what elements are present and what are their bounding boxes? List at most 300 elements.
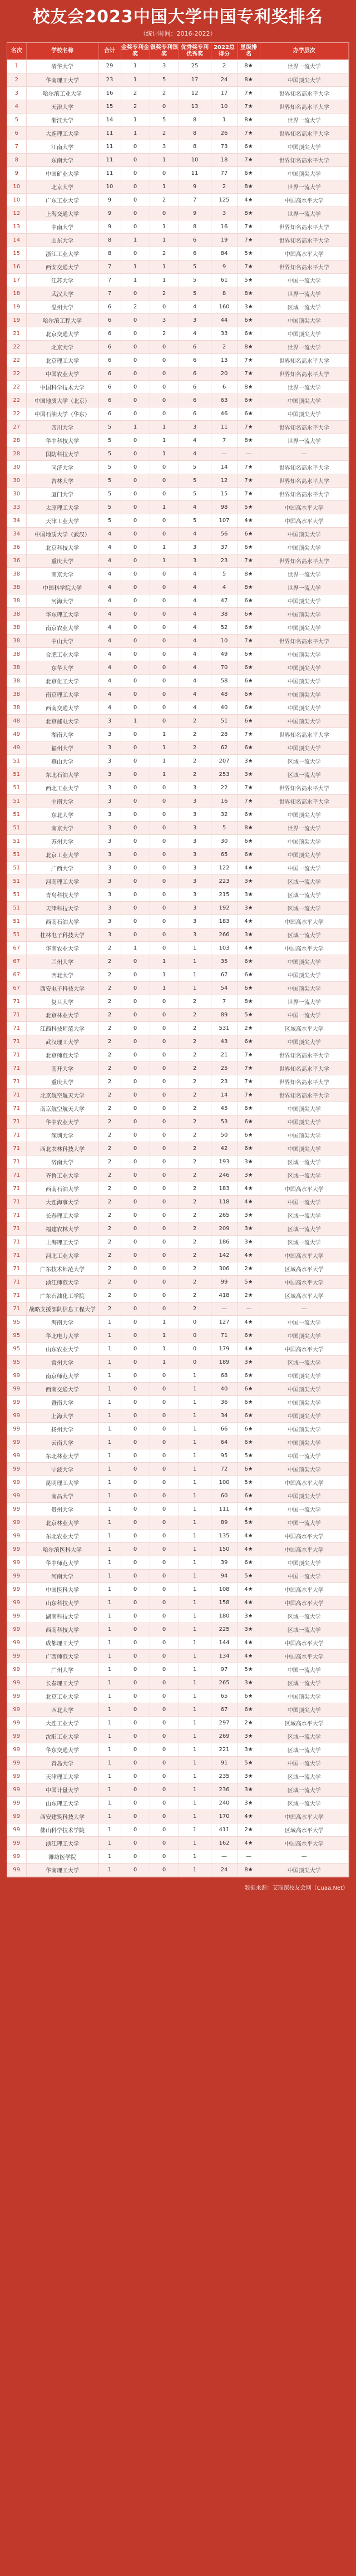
column-header: 名次 [7,43,26,60]
star-cell: 7★ [238,781,260,794]
gold-cell: 0 [121,1663,150,1676]
gold-cell: 0 [121,1649,150,1663]
excellent-cell: 2 [179,1289,211,1302]
total-cell: 1 [98,1716,121,1729]
gold-cell: 0 [121,1369,150,1382]
level-cell: 中国一流大学 [260,273,349,287]
score-cell: 215 [211,888,238,901]
rank-cell: 36 [7,554,26,567]
excellent-cell: 3 [179,821,211,834]
star-cell: 6★ [238,848,260,861]
school-name-cell: 南京航空航天大学 [26,1102,98,1115]
school-name-cell: 西北工业大学 [26,781,98,794]
star-cell: 7★ [238,1075,260,1088]
level-cell: 世界知名高水平大学 [260,220,349,233]
star-cell: 8★ [238,434,260,447]
school-name-cell: 云南大学 [26,1436,98,1449]
level-cell: 中国一流大学 [260,1008,349,1021]
silver-cell: 0 [150,674,179,687]
gold-cell: 0 [121,1582,150,1596]
school-name-cell: 福州大学 [26,741,98,754]
school-name-cell: 中山大学 [26,634,98,647]
gold-cell: 0 [121,1556,150,1569]
school-name-cell: 青岛大学 [26,1756,98,1769]
table-row [7,1048,349,1061]
rank-cell: 34 [7,514,26,527]
silver-cell: 1 [150,540,179,554]
rank-cell: 71 [7,1048,26,1061]
excellent-cell: 1 [179,1462,211,1476]
silver-cell: 0 [150,1128,179,1142]
school-name-cell: 中国地质大学（武汉） [26,527,98,540]
excellent-cell: 3 [179,848,211,861]
total-cell: 4 [98,701,121,714]
score-cell: 53 [211,1115,238,1128]
excellent-cell: 1 [179,1596,211,1609]
total-cell: 1 [98,1756,121,1769]
school-name-cell: 太原理工大学 [26,500,98,514]
star-cell: 3★ [238,1769,260,1783]
level-cell: 世界知名高水平大学 [260,153,349,166]
rank-cell: 99 [7,1743,26,1756]
table-row [7,1222,349,1235]
silver-cell: 0 [150,1703,179,1716]
excellent-cell: 3 [179,808,211,821]
excellent-cell: 2 [179,1168,211,1182]
score-cell: 266 [211,928,238,941]
school-name-cell: 南昌大学 [26,1489,98,1502]
gold-cell: 0 [121,1769,150,1783]
total-cell: 1 [98,1422,121,1436]
excellent-cell: 4 [179,661,211,674]
school-name-cell: 齐鲁工业大学 [26,1168,98,1182]
excellent-cell: 1 [179,1556,211,1569]
total-cell: 6 [98,327,121,340]
score-cell: 58 [211,674,238,687]
school-name-cell: 深圳大学 [26,1128,98,1142]
table-row [7,1502,349,1516]
score-cell: 61 [211,273,238,287]
level-cell: 中国顶尖大学 [260,1382,349,1395]
total-cell: 1 [98,1663,121,1676]
table-row [7,821,349,834]
star-cell: 6★ [238,1369,260,1382]
excellent-cell: 2 [179,1195,211,1208]
level-cell: 中国顶尖大学 [260,687,349,701]
school-name-cell: 武汉大学 [26,287,98,300]
table-row [7,554,349,567]
rank-cell: 99 [7,1516,26,1529]
level-cell: 中国高水平大学 [260,247,349,260]
rank-cell: 95 [7,1355,26,1369]
gold-cell: 0 [121,1155,150,1168]
excellent-cell: 3 [179,554,211,567]
score-cell: 70 [211,661,238,674]
star-cell: 5★ [238,1476,260,1489]
total-cell: 1 [98,1529,121,1542]
table-row [7,1035,349,1048]
silver-cell: 0 [150,1248,179,1262]
table-row [7,460,349,474]
silver-cell: 2 [150,287,179,300]
table-row [7,1008,349,1021]
excellent-cell: 2 [179,1142,211,1155]
silver-cell: 0 [150,1663,179,1676]
school-name-cell: 浙江工业大学 [26,247,98,260]
gold-cell: 0 [121,166,150,180]
silver-cell: 0 [150,928,179,941]
gold-cell: 0 [121,1476,150,1489]
gold-cell: 0 [121,394,150,407]
table-row [7,380,349,394]
rank-cell: 99 [7,1810,26,1823]
rank-cell: 71 [7,1155,26,1168]
star-cell: 6★ [238,1035,260,1048]
total-cell: 2 [98,1289,121,1302]
score-cell: 180 [211,1609,238,1623]
table-row [7,834,349,848]
excellent-cell: 3 [179,313,211,327]
level-cell: 区域一流大学 [260,1769,349,1783]
score-cell: 1 [211,113,238,126]
gold-cell: 0 [121,1395,150,1409]
score-cell: 38 [211,607,238,621]
silver-cell: 0 [150,1729,179,1743]
level-cell: 中国顶尖大学 [260,701,349,714]
total-cell: 1 [98,1502,121,1516]
gold-cell: 0 [121,474,150,487]
rank-cell: 71 [7,1035,26,1048]
silver-cell: 0 [150,1676,179,1689]
star-cell: 5★ [238,1516,260,1529]
score-cell: 125 [211,193,238,207]
gold-cell: 0 [121,928,150,941]
total-cell: 1 [98,1769,121,1783]
silver-cell: 0 [150,1021,179,1035]
score-cell: 50 [211,1128,238,1142]
score-cell: 223 [211,874,238,888]
level-cell: 中国顶尖大学 [260,1462,349,1476]
table-row [7,674,349,687]
rank-cell: 71 [7,1195,26,1208]
silver-cell: 0 [150,407,179,420]
level-cell: 世界一流大学 [260,821,349,834]
total-cell: 2 [98,1075,121,1088]
school-name-cell: 重庆大学 [26,554,98,567]
excellent-cell: 13 [179,100,211,113]
school-name-cell: 哈尔滨工程大学 [26,313,98,327]
gold-cell: 0 [121,1436,150,1449]
score-cell: 54 [211,981,238,995]
school-name-cell: 中国农业大学 [26,367,98,380]
excellent-cell: 1 [179,981,211,995]
column-header: 金奖专利金奖 [121,43,150,60]
total-cell: 3 [98,861,121,874]
table-row [7,941,349,955]
total-cell: 9 [98,193,121,207]
ranking-table-container [7,42,349,1877]
total-cell: 1 [98,1409,121,1422]
school-name-cell: 北京交通大学 [26,327,98,340]
excellent-cell: 1 [179,1623,211,1636]
silver-cell: 1 [150,955,179,968]
excellent-cell: 3 [179,794,211,808]
excellent-cell: 2 [179,1208,211,1222]
star-cell: 3★ [238,300,260,313]
level-cell: 中国顶尖大学 [260,1556,349,1569]
school-name-cell: 北京科技大学 [26,540,98,554]
excellent-cell: 9 [179,207,211,220]
data-source-note: 数据来源：艾瑞深校友会网（Cuaa.Net） [244,1885,348,1891]
total-cell: 5 [98,500,121,514]
star-cell: 6★ [238,527,260,540]
star-cell: — [238,447,260,460]
score-cell: 89 [211,1008,238,1021]
total-cell: 11 [98,126,121,140]
total-cell: 1 [98,1395,121,1409]
rank-cell: 3 [7,86,26,100]
total-cell: 5 [98,447,121,460]
total-cell: 2 [98,981,121,995]
table-row [7,1075,349,1088]
score-cell: 2 [211,340,238,353]
silver-cell: 0 [150,1596,179,1609]
excellent-cell: 4 [179,674,211,687]
rank-cell: 99 [7,1596,26,1609]
score-cell: 531 [211,1021,238,1035]
table-row [7,848,349,861]
gold-cell: 0 [121,1355,150,1369]
silver-cell: 0 [150,594,179,607]
gold-cell: 0 [121,794,150,808]
table-header-row [7,43,349,60]
school-name-cell: 河南大学 [26,1569,98,1582]
silver-cell: 0 [150,1863,179,1876]
excellent-cell: 1 [179,1476,211,1489]
total-cell: 2 [98,1208,121,1222]
total-cell: 2 [98,1262,121,1275]
rank-cell: 99 [7,1850,26,1863]
level-cell: 中国顶尖大学 [260,741,349,754]
silver-cell: 1 [150,420,179,434]
table-row [7,1729,349,1743]
table-row [7,86,349,100]
score-cell: 52 [211,621,238,634]
excellent-cell: 2 [179,1048,211,1061]
total-cell: 6 [98,380,121,394]
score-cell: 103 [211,941,238,955]
score-cell: 306 [211,1262,238,1275]
score-cell: 37 [211,540,238,554]
silver-cell: 0 [150,834,179,848]
total-cell: 1 [98,1542,121,1556]
level-cell: 中国顶尖大学 [260,955,349,968]
total-cell: 1 [98,1315,121,1329]
gold-cell: 1 [121,126,150,140]
star-cell: 8★ [238,207,260,220]
score-cell: 24 [211,73,238,86]
rank-cell: 49 [7,727,26,741]
score-cell: 186 [211,1235,238,1248]
level-cell: 中国高水平大学 [260,500,349,514]
star-cell: 6★ [238,1128,260,1142]
gold-cell: 0 [121,567,150,581]
total-cell: 1 [98,1449,121,1462]
table-row [7,1208,349,1222]
school-name-cell: 贵州大学 [26,1502,98,1516]
excellent-cell: 1 [179,1395,211,1409]
table-row [7,594,349,607]
level-cell: 中国顶尖大学 [260,140,349,153]
level-cell: 中国顶尖大学 [260,1409,349,1422]
total-cell: 2 [98,995,121,1008]
excellent-cell: 1 [179,1823,211,1836]
table-row [7,1422,349,1436]
gold-cell: 0 [121,968,150,981]
table-row [7,1061,349,1075]
column-header: 优秀奖专利优秀奖 [179,43,211,60]
rank-cell: 99 [7,1836,26,1850]
gold-cell: 0 [121,180,150,193]
rank-cell: 38 [7,581,26,594]
star-cell: 5★ [238,1569,260,1582]
level-cell: 世界知名高水平大学 [260,260,349,273]
silver-cell: 0 [150,1836,179,1850]
school-name-cell: 中国科学院大学 [26,581,98,594]
level-cell: 中国顶尖大学 [260,1863,349,1876]
school-name-cell: 西南交通大学 [26,701,98,714]
silver-cell: 0 [150,607,179,621]
excellent-cell: 4 [179,607,211,621]
score-cell: 60 [211,1489,238,1502]
level-cell: 中国顶尖大学 [260,621,349,634]
level-cell: 世界一流大学 [260,60,349,73]
level-cell: 世界一流大学 [260,180,349,193]
gold-cell: 0 [121,634,150,647]
silver-cell: 0 [150,1556,179,1569]
school-name-cell: 燕山大学 [26,754,98,768]
total-cell: 3 [98,741,121,754]
school-name-cell: 南京大学 [26,567,98,581]
table-row [7,727,349,741]
rank-cell: 67 [7,981,26,995]
school-name-cell: 海南大学 [26,1315,98,1329]
table-row [7,1663,349,1676]
score-cell: 122 [211,861,238,874]
score-cell: 33 [211,327,238,340]
rank-cell: 99 [7,1462,26,1476]
level-cell: 区域高水平大学 [260,1262,349,1275]
table-row [7,687,349,701]
school-name-cell: 北京林业大学 [26,1516,98,1529]
silver-cell: 1 [150,153,179,166]
total-cell: 3 [98,834,121,848]
level-cell: 世界知名高水平大学 [260,367,349,380]
school-name-cell: 桂林电子科技大学 [26,928,98,941]
rank-cell: 99 [7,1609,26,1623]
rank-cell: 71 [7,1128,26,1142]
excellent-cell: 2 [179,1008,211,1021]
level-cell: 世界知名高水平大学 [260,781,349,794]
gold-cell: 0 [121,1636,150,1649]
level-cell: 世界知名高水平大学 [260,1075,349,1088]
score-cell: 46 [211,407,238,420]
school-name-cell: 中国地质大学（北京） [26,394,98,407]
rank-cell: 99 [7,1783,26,1796]
excellent-cell: 1 [179,1783,211,1796]
star-cell: 7★ [238,794,260,808]
total-cell: 9 [98,220,121,233]
table-row [7,447,349,460]
total-cell: 5 [98,460,121,474]
level-cell: 中国顶尖大学 [260,1422,349,1436]
total-cell: 4 [98,647,121,661]
score-cell: 7 [211,995,238,1008]
level-cell: 世界知名高水平大学 [260,100,349,113]
rank-cell: 99 [7,1502,26,1516]
star-cell: 7★ [238,727,260,741]
score-cell: 51 [211,714,238,727]
excellent-cell: 4 [179,527,211,540]
gold-cell: 1 [121,273,150,287]
gold-cell: 0 [121,1810,150,1823]
star-cell: 2★ [238,1289,260,1302]
total-cell: 1 [98,1649,121,1663]
score-cell: 44 [211,313,238,327]
table-row [7,1409,349,1422]
star-cell: 7★ [238,100,260,113]
school-name-cell: 华北电力大学 [26,1329,98,1342]
level-cell: 世界知名高水平大学 [260,353,349,367]
score-cell: 2 [211,180,238,193]
silver-cell: 0 [150,687,179,701]
school-name-cell: 南开大学 [26,1061,98,1075]
silver-cell: 1 [150,220,179,233]
excellent-cell: 4 [179,594,211,607]
star-cell: 6★ [238,594,260,607]
table-row [7,327,349,340]
star-cell: 7★ [238,367,260,380]
school-name-cell: 西南科技大学 [26,1623,98,1636]
star-cell: 7★ [238,220,260,233]
silver-cell: 0 [150,1195,179,1208]
score-cell: 19 [211,233,238,247]
silver-cell: 0 [150,1502,179,1516]
score-cell: 183 [211,915,238,928]
rank-cell: 99 [7,1529,26,1542]
school-name-cell: 中国矿业大学 [26,166,98,180]
star-cell: 6★ [238,674,260,687]
table-row [7,1168,349,1182]
rank-cell: 71 [7,1061,26,1075]
star-cell: 6★ [238,1689,260,1703]
level-cell: 中国顶尖大学 [260,848,349,861]
table-row [7,207,349,220]
score-cell: 9 [211,260,238,273]
table-row [7,113,349,126]
school-name-cell: 长春理工大学 [26,1676,98,1689]
table-row [7,1449,349,1462]
rank-cell: 51 [7,754,26,768]
level-cell: 区域一流大学 [260,1235,349,1248]
star-cell: 8★ [238,113,260,126]
rank-cell: 1 [7,60,26,73]
gold-cell: 0 [121,901,150,915]
total-cell: 1 [98,1329,121,1342]
gold-cell: 0 [121,1048,150,1061]
school-name-cell: 湖南大学 [26,727,98,741]
excellent-cell: 3 [179,540,211,554]
